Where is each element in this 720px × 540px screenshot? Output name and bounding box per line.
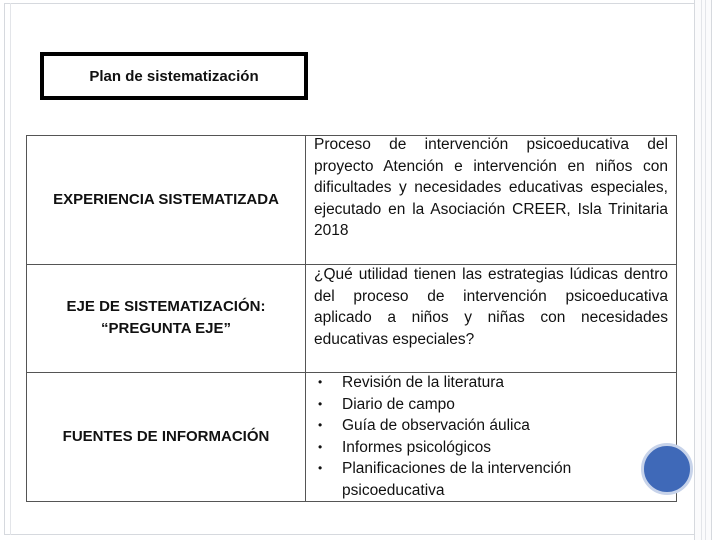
bullet-icon: •	[318, 396, 323, 411]
row-label-fuentes	[27, 372, 306, 501]
decorative-circle-badge	[641, 443, 693, 495]
page-title	[40, 52, 308, 100]
row-content-experiencia	[306, 136, 676, 264]
table-row-fuentes	[27, 372, 676, 501]
frame-right-inner-band	[701, 0, 706, 540]
label-eje-line2: “PREGUNTA EJE”	[100, 320, 232, 337]
list-item: • Diario de campo	[314, 394, 668, 416]
page-title-text: Plan de sistematización	[89, 67, 259, 85]
table-row-eje	[27, 264, 676, 373]
bullet-icon: •	[318, 418, 323, 432]
bullet-icon: •	[318, 461, 323, 475]
label-fuentes: FUENTES DE INFORMACIÓN	[62, 427, 270, 445]
list-item: • Guía de observación áulica	[314, 415, 668, 437]
list-item: • Informes psicológicos	[314, 437, 668, 459]
row-label-experiencia	[27, 136, 306, 264]
label-eje-line1: EJE DE SISTEMATIZACIÓN:	[66, 298, 266, 315]
plan-table	[26, 135, 677, 502]
sources-list	[314, 372, 668, 501]
row-content-fuentes	[306, 372, 676, 501]
bullet-icon: •	[318, 439, 323, 454]
text-experiencia: Proceso de intervención psicoeducativa del proyecto Atención e intervención en niños con dificultades y necesidades educativas especiales, ejecutado en la Asociación CREER, Isla Trinitaria 2018	[314, 136, 668, 239]
label-experiencia: EXPERIENCIA SISTEMATIZADA	[53, 191, 279, 208]
table-row-experiencia	[27, 136, 676, 265]
bullet-icon: •	[318, 375, 323, 389]
text-eje: ¿Qué utilidad tienen las estrategias lúdicas dentro del proceso de intervención psicoeducativa aplicado a niños y niñas con necesidades educativas especiales?	[314, 266, 668, 348]
list-item: • Planificaciones de la intervención psicoeducativa	[318, 460, 572, 499]
frame-left-line	[10, 3, 11, 535]
row-content-eje	[306, 264, 676, 372]
list-item: • Revisión de la literatura	[314, 372, 668, 394]
row-label-eje	[27, 264, 306, 372]
